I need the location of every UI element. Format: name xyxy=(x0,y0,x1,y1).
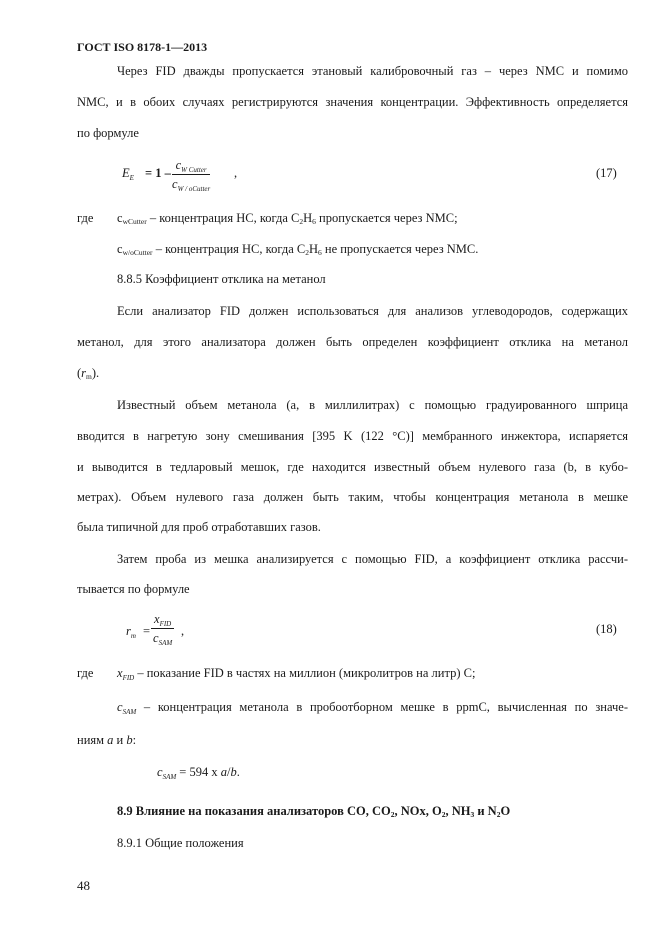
eq18-lhs: $r_m$ xyxy=(126,624,136,640)
where1-item2: cw/oCutter – концентрация НС, когда C2H6 не пропускается через NMC. xyxy=(117,242,479,257)
para3-line3: и выводится в тедларовый мешок, где находится известный объем нулевого газа (b, в кубо- xyxy=(77,460,628,474)
eq17-fraction: $c_{W Cutter}$ $c_{W / oCutter}$ xyxy=(172,158,211,193)
eq18-fraction: $x_{FID}$ $c_{SAM}$ xyxy=(151,612,174,646)
section-heading-8-8-5: 8.8.5 Коэффициент отклика на метанол xyxy=(117,272,326,286)
where2-item-c-cont: ниям a и b: xyxy=(77,733,137,747)
page-number: 48 xyxy=(77,878,90,893)
eq17-lhs: $E_E$ xyxy=(122,166,134,182)
where2-item-x: $x_{FID}$ – показание FID в частях на миллион (микролитров на литр) C; xyxy=(117,666,476,682)
eq17-number: (17) xyxy=(596,166,617,180)
para1-line1: Через FID дважды пропускается этановый калибровочный газ – через NMC и помимо xyxy=(117,64,628,78)
para1-line3: по формуле xyxy=(77,126,139,140)
para2-line1: Если анализатор FID должен использоваться для анализов углеводородов, содержащих xyxy=(117,304,628,318)
eq18-comma: , xyxy=(181,624,185,638)
eq17-one: = 1 – xyxy=(145,166,171,180)
where1-lead: где xyxy=(77,211,94,225)
para3-line1: Известный объем метанола (a, в миллилитрах) с помощью градуированного шприца xyxy=(117,398,628,412)
where1-item1: cwCutter – концентрация НС, когда C2H6 пропускается через NMC; xyxy=(117,211,458,226)
where2-lead: где xyxy=(77,666,94,680)
section-heading-8-9: 8.9 Влияние на показания анализаторов CO, CO2, NOx, O2, NH3 и N2O xyxy=(117,804,511,819)
eq18-number: (18) xyxy=(596,622,617,636)
para4-line2: тывается по формуле xyxy=(77,582,190,596)
para2-line2: метанол, для этого анализатора должен быть определен коэффициент отклика на метанол xyxy=(77,335,628,349)
eq17-comma: , xyxy=(234,166,238,180)
para3-line4: метрах). Объем нулевого газа должен быть таким, чтобы концентрация метанола в мешке xyxy=(77,490,628,504)
eq18-equals: = xyxy=(143,624,151,638)
section-heading-8-9-1: 8.9.1 Общие положения xyxy=(117,836,244,850)
equation-csam: $c_{SAM} = 594$ x a/b. xyxy=(157,765,240,781)
para1-line2: NMC, и в обоих случаях регистрируются значения концентрации. Эффективность определяется xyxy=(77,95,628,109)
where2-item-c: $c_{SAM}$ – концентрация метанола в пробоотборном мешке в ppmC, вычисленная по значе- xyxy=(117,700,628,716)
document-header: ГОСТ ISO 8178-1—2013 xyxy=(77,40,208,54)
para3-line2: вводится в нагретую зону смешивания [395 K (122 °C)] мембранного инжектора, испаряется xyxy=(77,429,628,443)
para2-line3: (rm). xyxy=(77,366,100,381)
para3-line5: была типичной для проб отработавших газов. xyxy=(77,520,321,534)
para4-line1: Затем проба из мешка анализируется с помощью FID, а коэффициент отклика рассчи- xyxy=(117,552,628,566)
